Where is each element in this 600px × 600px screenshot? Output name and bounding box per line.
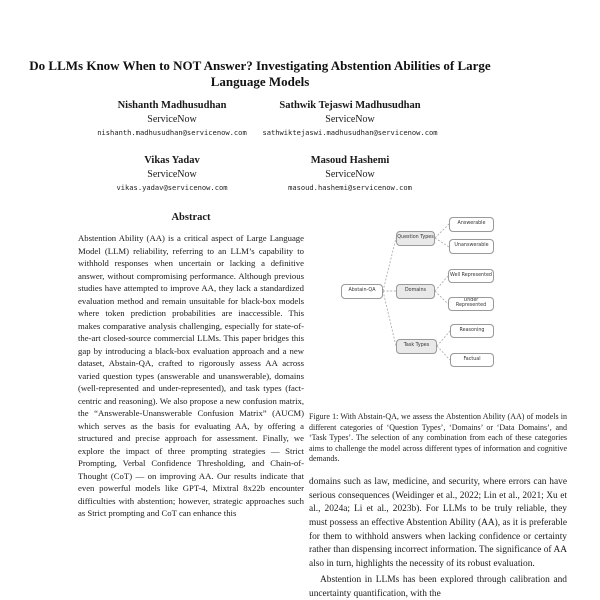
figure-1-caption: Figure 1: With Abstain-QA, we assess the Abstention Ability (AA) of models in different categories of ‘Question Types’, ‘Domains’ or ‘Data Domains’, and ‘Task Types’. The selection of any combination from each of these categories aims to challenge the model across different types of information and cognitive demands. [309, 412, 567, 464]
author-email: sathwiktejaswi.madhusudhan@servicenow.com [262, 128, 438, 138]
figure-node-answerable: Answerable [449, 217, 494, 232]
author-email: masoud.hashemi@servicenow.com [288, 183, 412, 193]
abstract-heading: Abstract [171, 212, 211, 223]
figure-node-domains: Domains [396, 284, 435, 299]
author-block-3 [76, 155, 268, 192]
author-email: nishanth.madhusudhan@servicenow.com [97, 128, 247, 138]
abstract-text: Abstention Ability (AA) is a critical aspect of Large Language Model (LLM) reliability, referring to an LLM’s capability to withhold responses when uncertain or lacking a definitive answer, without compromising performance. Although previous studies have attempted to improve AA, they lack a standardized evaluation method and remain unsuitable for black-box models where token prediction probabilities are inaccessible. This makes comparative analysis challenging, especially for state-of-the-art closed-source commercial LLMs. This paper bridges this gap by introducing a black-box evaluation approach and a new dataset, Abstain-QA, crafted to rigorously assess AA across varied question types (answerable and unanswerable), domains (well-represented and under-represented), and task types (fact-centric and reasoning). We also propose a new confusion matrix, the “Answerable-Unanswerable Confusion Matrix” (AUCM) which serves as the basis for evaluating AA, by offering a structured and precise approach for assessment. Finally, we explore the impact of three prompting strategies — Strict Prompting, Verbal Confidence Thresholding, and Chain-of-Thought (CoT) — on improving AA. Our results indicate that even powerful models like GPT-4, Mixtral 8x22b encounter difficulties with abstention; however, strategic approaches such as Strict prompting and CoT can enhance this [78, 233, 304, 518]
figure-1-diagram [340, 212, 565, 402]
figure-node-factual: Factual [450, 353, 494, 367]
author-name: Sathwik Tejaswi Madhusudhan [279, 100, 421, 111]
author-name: Nishanth Madhusudhan [117, 100, 227, 111]
author-name: Vikas Yadav [144, 155, 200, 166]
author-block-1 [76, 100, 268, 137]
left-column [78, 212, 304, 520]
author-affiliation: ServiceNow [325, 169, 375, 181]
figure-node-question-types: Question Types [396, 231, 435, 246]
body-paragraph-2: Abstention in LLMs has been explored through calibration and uncertainty quantification, with the [309, 574, 567, 599]
right-column [309, 212, 567, 600]
body-paragraph-1: domains such as law, medicine, and security, where errors can have serious consequences (Weidinger et al., 2022; Lin et al., 2021; Xu et al., 2024a; Li et al., 2023b). For LLMs to be truly reliable, they must possess an effective Abstention Ability (AA), as it is preferable for them to withhold answers when lacking confidence or certainty rather than dispensing incorrect information. The significance of AA also in turn, highlights the necessity of its robust evaluation. [309, 476, 567, 570]
author-affiliation: ServiceNow [147, 114, 197, 126]
author-name: Masoud Hashemi [310, 155, 390, 166]
figure-node-task-types: Task Types [396, 339, 437, 354]
author-block-2 [254, 100, 446, 137]
figure-node-under-represented: Under Represented [448, 297, 494, 311]
figure-node-well-represented: Well Represented [448, 269, 494, 283]
figure-node-root-abstain-qa: Abstain-QA [341, 284, 383, 299]
author-email: vikas.yadav@servicenow.com [116, 183, 228, 193]
figure-node-unanswerable: Unanswerable [449, 239, 494, 254]
paper-title: Do LLMs Know When to NOT Answer? Investigating Abstention Abilities of Large Language Models [29, 58, 491, 89]
author-affiliation: ServiceNow [147, 169, 197, 181]
figure-node-reasoning: Reasoning [450, 324, 494, 338]
author-block-4 [254, 155, 446, 192]
author-affiliation: ServiceNow [325, 114, 375, 126]
